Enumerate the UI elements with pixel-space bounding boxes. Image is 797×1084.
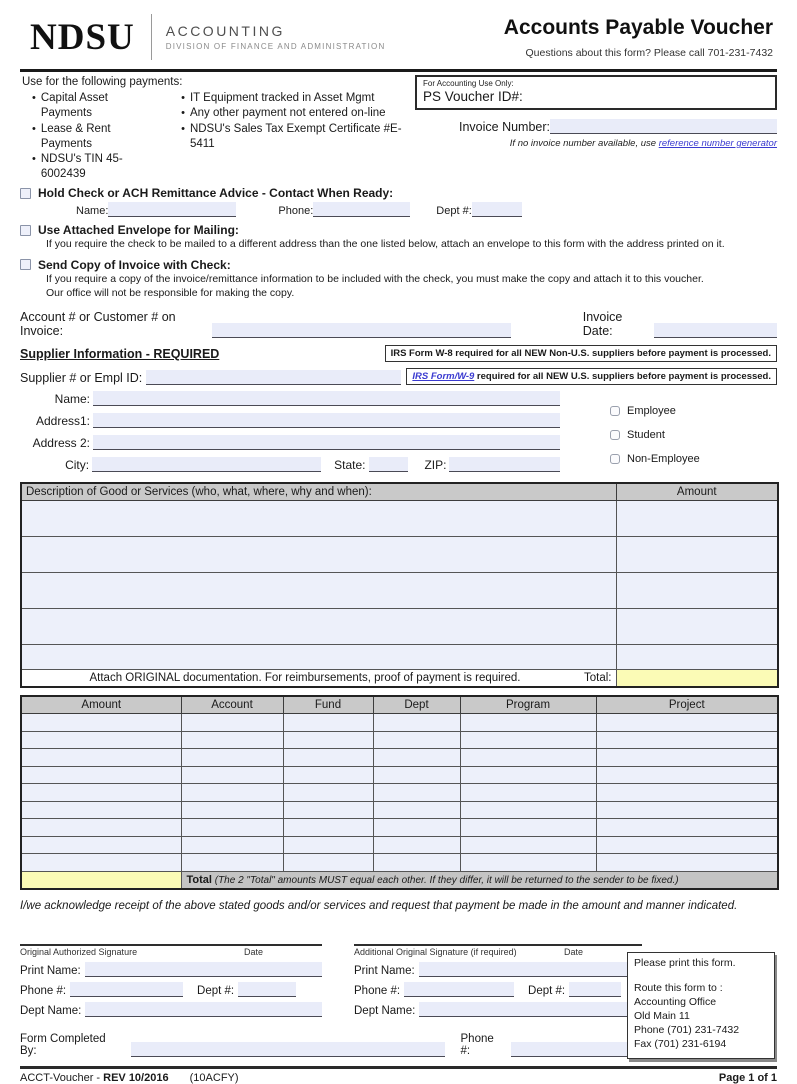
completed-phone-label: Phone #: — [460, 1032, 494, 1057]
envelope-label: Use Attached Envelope for Mailing: — [38, 223, 239, 238]
hold-name-field[interactable] — [108, 202, 236, 217]
employee-checkbox[interactable] — [610, 406, 620, 416]
copy-invoice-desc1: If you require a copy of the invoice/remittance information to be included with the check, you must make the copy and attach it to this voucher. — [46, 272, 704, 285]
supplier-zip-label: ZIP: — [424, 458, 447, 473]
bullet-icon: • — [181, 92, 185, 105]
additional-signature-block — [354, 944, 642, 1017]
funding-cell[interactable] — [373, 801, 460, 819]
supplier-name-field[interactable] — [93, 391, 560, 406]
description-total-field[interactable] — [616, 670, 778, 688]
funding-header-row — [21, 696, 778, 714]
funding-cell[interactable] — [181, 836, 283, 854]
description-row — [21, 645, 778, 670]
account-number-label: Account # or Customer # on Invoice: — [20, 310, 176, 339]
copy-invoice-label: Send Copy of Invoice with Check: — [38, 257, 231, 272]
additional-print-name-field[interactable] — [419, 962, 642, 977]
additional-signature-caption: Additional Original Signature (if required) — [354, 946, 517, 957]
funding-total-label: Total — [186, 873, 212, 886]
supplier-address2-label: Address 2: — [32, 436, 90, 451]
copy-invoice-desc2: Our office will not be responsible for making the copy. — [46, 287, 295, 300]
header-divider — [20, 69, 777, 72]
accounting-use-area — [415, 75, 777, 182]
funding-cell[interactable] — [460, 749, 596, 767]
bullet-item — [171, 106, 415, 121]
ndsu-logo — [30, 14, 385, 60]
supplier-address2-field[interactable] — [93, 435, 560, 450]
description-total-row — [21, 670, 778, 688]
funding-cell[interactable] — [596, 836, 778, 854]
description-row — [21, 573, 778, 609]
funding-cell[interactable] — [596, 784, 778, 802]
funding-cell[interactable] — [373, 836, 460, 854]
hold-check-checkbox[interactable] — [20, 188, 31, 199]
routing-info-box — [627, 952, 775, 1059]
completed-phone-field[interactable] — [511, 1042, 640, 1057]
funding-cell[interactable] — [373, 819, 460, 837]
supplier-info-heading: Supplier Information - REQUIRED — [20, 346, 220, 361]
bullet-icon: • — [32, 92, 36, 105]
payments-intro: Use for the following payments: — [22, 76, 183, 88]
bullet-text: Lease & Rent Payments — [40, 122, 111, 150]
footer-form-name: ACCT-Voucher - — [20, 1071, 104, 1084]
route-fax: Fax (701) 231-6194 — [634, 1037, 727, 1050]
envelope-desc: If you require the check to be mailed to a different address than the one listed below, attach an envelope to this form with the address printed on it. — [46, 238, 725, 251]
invoice-date-field[interactable] — [654, 323, 778, 338]
funding-cell[interactable] — [181, 766, 283, 784]
funding-cell[interactable] — [181, 749, 283, 767]
funding-header-amount: Amount — [21, 696, 181, 714]
description-row — [21, 501, 778, 537]
envelope-checkbox[interactable] — [20, 225, 31, 236]
funding-cell[interactable] — [21, 731, 181, 749]
supplier-address-fields — [20, 391, 560, 477]
attach-original-note: Attach ORIGINAL documentation. For reimbursements, proof of payment is required. — [89, 672, 521, 685]
division-name: DIVISION OF FINANCE AND ADMINISTRATION — [165, 42, 386, 51]
funding-total-row — [21, 871, 778, 889]
funding-cell[interactable] — [373, 731, 460, 749]
payments-col1 — [22, 91, 161, 182]
bullet-icon: • — [181, 107, 185, 120]
funding-cell[interactable] — [21, 854, 181, 872]
funding-cell[interactable] — [181, 854, 283, 872]
hold-dept-label: Dept #: — [436, 205, 472, 218]
primary-date-caption: Date — [244, 946, 264, 957]
funding-cell[interactable] — [21, 819, 181, 837]
primary-phone-field[interactable] — [70, 982, 183, 997]
funding-cell[interactable] — [373, 766, 460, 784]
funding-cell[interactable] — [596, 731, 778, 749]
student-label: Student — [627, 429, 665, 442]
payments-info — [20, 75, 415, 182]
funding-cell[interactable] — [283, 749, 373, 767]
funding-cell[interactable] — [21, 801, 181, 819]
w9-form-link[interactable]: IRS Form/W-9 — [412, 371, 475, 383]
primary-print-name-field[interactable] — [85, 962, 322, 977]
funding-cell[interactable] — [373, 784, 460, 802]
department-name: ACCOUNTING — [165, 23, 285, 39]
funding-cell[interactable] — [596, 749, 778, 767]
additional-signature-line[interactable] — [354, 944, 642, 957]
supplier-state-label: State: — [334, 458, 366, 473]
copy-invoice-checkbox[interactable] — [20, 259, 31, 270]
invoice-note — [415, 138, 777, 149]
funding-cell[interactable] — [21, 714, 181, 732]
additional-dept-num-field[interactable] — [569, 982, 621, 997]
hold-phone-label: Phone: — [278, 205, 314, 218]
account-number-field[interactable] — [212, 323, 511, 338]
funding-cell[interactable] — [283, 819, 373, 837]
description-column-header: Description of Good or Services (who, what, where, why and when): — [21, 483, 616, 501]
supplier-address1-field[interactable] — [93, 413, 560, 428]
bullet-item — [171, 91, 415, 106]
primary-dept-num-label: Dept #: — [197, 984, 235, 997]
primary-print-name-label: Print Name: — [20, 964, 81, 977]
funding-row — [21, 801, 778, 819]
funding-cell[interactable] — [283, 714, 373, 732]
description-table — [20, 482, 779, 688]
attach-note-cell — [21, 670, 616, 688]
funding-cell[interactable] — [283, 854, 373, 872]
accounting-use-only-box — [415, 75, 777, 110]
primary-dept-name-field[interactable] — [85, 1002, 322, 1017]
primary-signature-caption: Original Authorized Signature — [20, 946, 138, 957]
funding-cell[interactable] — [21, 836, 181, 854]
footer-form-id — [20, 1072, 239, 1084]
funding-cell[interactable] — [460, 836, 596, 854]
form-help-line: Questions about this form? Please call 701-231-7432 — [525, 46, 773, 59]
funding-row — [21, 784, 778, 802]
w9-note — [406, 368, 777, 385]
funding-header-program: Program — [460, 696, 596, 714]
funding-cell[interactable] — [460, 766, 596, 784]
hold-check-label: Hold Check or ACH Remittance Advice - Contact When Ready: — [38, 186, 394, 201]
funding-row — [21, 766, 778, 784]
description-total-label: Total: — [584, 672, 612, 685]
non-employee-checkbox[interactable] — [610, 454, 620, 464]
payments-col2 — [171, 91, 415, 182]
bullet-text: NDSU's TIN 45-6002439 — [40, 152, 123, 181]
funding-row — [21, 854, 778, 872]
form-completed-by-label: Form Completed By: — [20, 1032, 106, 1057]
funding-cell[interactable] — [181, 714, 283, 732]
funding-total-note-cell — [181, 871, 778, 889]
non-employee-label: Non-Employee — [627, 453, 700, 466]
additional-dept-num-label: Dept #: — [528, 984, 566, 997]
funding-cell[interactable] — [283, 766, 373, 784]
w8-note: IRS Form W-8 required for all NEW Non-U.S. suppliers before payment is processed. — [385, 345, 777, 362]
supplier-id-label: Supplier # or Empl ID: — [20, 371, 143, 386]
supplier-type-options — [610, 405, 700, 477]
invoice-date-label: Invoice Date: — [582, 310, 623, 339]
primary-signature-block — [20, 944, 322, 1017]
funding-cell[interactable] — [21, 766, 181, 784]
bullet-item — [22, 152, 161, 182]
funding-cell[interactable] — [373, 714, 460, 732]
funding-cell[interactable] — [181, 731, 283, 749]
additional-phone-label: Phone #: — [354, 984, 401, 997]
acknowledgement-text: I/we acknowledge receipt of the above stated goods and/or services and request that payment be made in the amount and manner indicated. — [20, 899, 738, 912]
bullet-text: Capital Asset Payments — [40, 92, 108, 120]
employee-label: Employee — [627, 405, 676, 418]
amount-cell[interactable] — [616, 501, 778, 537]
bullet-text: NDSU's Sales Tax Exempt Certificate #E-5411 — [189, 122, 402, 150]
accounting-use-only-caption: For Accounting Use Only: — [423, 79, 514, 88]
primary-dept-num-field[interactable] — [238, 982, 296, 997]
supplier-name-label: Name: — [54, 392, 90, 407]
primary-signature-line[interactable] — [20, 944, 322, 957]
supplier-zip-field[interactable] — [449, 457, 560, 472]
supplier-city-field[interactable] — [92, 457, 321, 472]
description-cell[interactable] — [21, 537, 616, 573]
funding-cell[interactable] — [21, 749, 181, 767]
invoice-number-field[interactable] — [550, 119, 777, 134]
supplier-state-field[interactable] — [369, 457, 408, 472]
funding-cell[interactable] — [283, 784, 373, 802]
additional-print-name-label: Print Name: — [354, 964, 415, 977]
bullet-text: Any other payment not entered on-line — [189, 107, 386, 120]
funding-cell[interactable] — [596, 801, 778, 819]
amount-cell[interactable] — [616, 645, 778, 670]
amount-cell[interactable] — [616, 609, 778, 645]
print-form-note: Please print this form. — [634, 956, 736, 969]
funding-row — [21, 714, 778, 732]
additional-dept-name-field[interactable] — [419, 1002, 642, 1017]
bullet-text: IT Equipment tracked in Asset Mgmt — [189, 92, 375, 105]
funding-cell[interactable] — [21, 784, 181, 802]
footer-page-number: Page 1 of 1 — [718, 1071, 777, 1084]
funding-cell[interactable] — [596, 766, 778, 784]
description-cell[interactable] — [21, 501, 616, 537]
description-cell[interactable] — [21, 645, 616, 670]
funding-cell[interactable] — [596, 714, 778, 732]
funding-cell[interactable] — [460, 819, 596, 837]
amount-column-header: Amount — [616, 483, 778, 501]
funding-row — [21, 749, 778, 767]
supplier-city-label: City: — [65, 458, 90, 473]
supplier-address1-label: Address1: — [35, 414, 90, 429]
funding-cell[interactable] — [181, 784, 283, 802]
primary-dept-name-label: Dept Name: — [20, 1004, 82, 1017]
additional-phone-field[interactable] — [404, 982, 514, 997]
funding-row — [21, 836, 778, 854]
funding-cell[interactable] — [283, 836, 373, 854]
footer-code: (10ACFY) — [189, 1071, 239, 1084]
route-address: Old Main 11 — [634, 1010, 690, 1023]
route-phone: Phone (701) 231-7432 — [634, 1024, 740, 1037]
additional-dept-name-label: Dept Name: — [354, 1004, 416, 1017]
funding-cell[interactable] — [283, 801, 373, 819]
funding-header-dept: Dept — [373, 696, 460, 714]
ps-voucher-id-label: PS Voucher ID#: — [423, 89, 523, 104]
form-completed-by-field[interactable] — [131, 1042, 445, 1057]
footer-revision: REV 10/2016 — [103, 1071, 169, 1084]
department-block — [166, 23, 386, 51]
hold-dept-field[interactable] — [472, 202, 522, 217]
description-row — [21, 609, 778, 645]
funding-cell[interactable] — [460, 801, 596, 819]
funding-row — [21, 819, 778, 837]
funding-header-account: Account — [181, 696, 283, 714]
description-cell[interactable] — [21, 609, 616, 645]
funding-total-field[interactable] — [21, 871, 181, 889]
funding-cell[interactable] — [283, 731, 373, 749]
funding-total-note: (The 2 "Total" amounts MUST equal each other. If they differ, it will be returned to the sender to be fixed.) — [211, 874, 679, 886]
invoice-number-label: Invoice Number: — [458, 120, 550, 134]
hold-name-label: Name: — [76, 205, 109, 218]
hold-phone-field[interactable] — [313, 202, 410, 217]
title-block — [504, 16, 773, 59]
funding-cell[interactable] — [181, 801, 283, 819]
additional-date-caption: Date — [564, 946, 584, 957]
funding-header-project: Project — [596, 696, 778, 714]
bullet-icon: • — [32, 122, 36, 135]
funding-row — [21, 731, 778, 749]
bullet-icon: • — [32, 152, 36, 165]
funding-cell[interactable] — [596, 854, 778, 872]
bullet-item — [22, 91, 161, 121]
route-to-line: Route this form to : — [634, 982, 723, 995]
amount-cell[interactable] — [616, 537, 778, 573]
invoice-note-text: If no invoice number available, use — [509, 138, 659, 149]
funding-cell[interactable] — [460, 854, 596, 872]
funding-cell[interactable] — [460, 731, 596, 749]
logo-divider — [151, 14, 152, 60]
bullet-item — [22, 122, 161, 152]
funding-cell[interactable] — [373, 749, 460, 767]
funding-cell[interactable] — [373, 854, 460, 872]
routing-gap — [634, 970, 768, 982]
funding-cell[interactable] — [596, 819, 778, 837]
supplier-id-field[interactable] — [146, 370, 401, 385]
amount-cell[interactable] — [616, 573, 778, 609]
bullet-icon: • — [181, 122, 185, 135]
w9-note-text: required for all NEW U.S. suppliers before payment is processed. — [474, 371, 771, 383]
funding-table — [20, 695, 779, 890]
form-title: Accounts Payable Voucher — [503, 15, 773, 39]
funding-cell[interactable] — [460, 784, 596, 802]
funding-cell[interactable] — [181, 819, 283, 837]
funding-header-fund: Fund — [283, 696, 373, 714]
primary-phone-label: Phone #: — [20, 984, 67, 997]
form-header — [20, 14, 777, 60]
description-cell[interactable] — [21, 573, 616, 609]
student-checkbox[interactable] — [610, 430, 620, 440]
reference-number-generator-link[interactable]: reference number generator — [658, 138, 777, 149]
route-office: Accounting Office — [634, 996, 717, 1009]
bullet-item — [171, 122, 415, 152]
description-row — [21, 537, 778, 573]
ndsu-wordmark: NDSU — [30, 16, 135, 58]
funding-cell[interactable] — [460, 714, 596, 732]
